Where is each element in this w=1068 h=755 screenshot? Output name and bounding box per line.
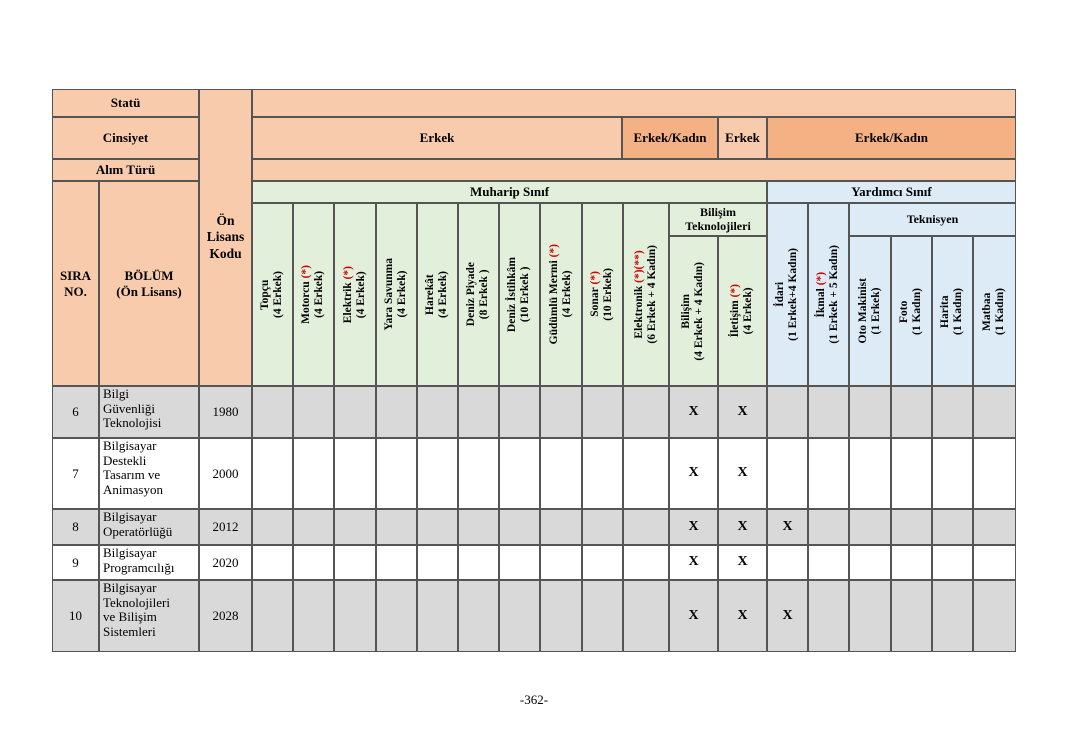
mark-cell: X	[669, 509, 718, 545]
column-header	[973, 236, 1016, 386]
mark-cell	[376, 509, 417, 545]
mark-cell	[623, 386, 669, 438]
mark-cell	[932, 545, 973, 580]
mark-cell	[376, 386, 417, 438]
column-name	[729, 284, 742, 337]
mark-cell: X	[669, 386, 718, 438]
column-header	[808, 203, 849, 386]
alim-turu-band	[252, 159, 1016, 181]
column-header	[252, 203, 293, 386]
column-footnote-mark: (*)	[729, 284, 742, 298]
column-header-text	[259, 271, 285, 318]
column-name-text: Harekât	[424, 274, 437, 315]
sira-no-header	[52, 181, 99, 386]
gender-erkek: Erkek	[252, 117, 622, 159]
mark-cell: X	[669, 580, 718, 652]
column-header-text	[857, 278, 883, 344]
gender-erkek-kadin: Erkek/Kadın	[622, 117, 718, 159]
column-name	[774, 248, 787, 341]
bolum-line: Animasyon	[103, 481, 163, 497]
bolum-text: BÖLÜM	[124, 267, 174, 283]
column-quota: (4 Erkek)	[561, 271, 573, 318]
mark-cell	[623, 580, 669, 652]
bolum-cell	[99, 438, 199, 509]
kodu-text: Kodu	[209, 245, 242, 261]
mark-cell	[458, 509, 499, 545]
column-name	[300, 265, 313, 324]
column-footnote-mark: (*)	[547, 244, 560, 258]
mark-cell	[252, 386, 293, 438]
mark-cell	[417, 438, 458, 509]
mark-cell	[623, 438, 669, 509]
mark-cell	[808, 438, 849, 509]
bolum-line: Tasarım ve	[103, 467, 161, 483]
mark-cell	[499, 438, 540, 509]
mark-cell	[334, 509, 376, 545]
kod-cell: 2020	[199, 545, 252, 580]
mark-cell	[458, 386, 499, 438]
column-header	[334, 203, 376, 386]
gender-erkek-kadin-2: Erkek/Kadın	[767, 117, 1016, 159]
column-header-text	[589, 268, 615, 321]
mark-cell: X	[669, 545, 718, 580]
column-header	[932, 236, 973, 386]
column-name	[465, 262, 478, 326]
mark-cell: X	[767, 509, 808, 545]
column-header-text	[898, 288, 924, 335]
column-header-text	[465, 262, 491, 326]
bolum-cell	[99, 545, 199, 580]
mark-cell	[932, 438, 973, 509]
column-header	[417, 203, 458, 386]
mark-cell	[849, 580, 891, 652]
column-name	[506, 257, 519, 332]
mark-cell	[499, 580, 540, 652]
sira-no-cell: 6	[52, 386, 99, 438]
bolum-line: Bilgisayar	[103, 580, 157, 595]
column-header	[718, 236, 767, 386]
column-header-text	[342, 266, 368, 323]
mark-cell	[932, 386, 973, 438]
bilisim-group-text: Bilişim	[699, 205, 736, 220]
column-name	[342, 266, 355, 323]
bolum-line: Teknolojisi	[103, 415, 162, 431]
column-header-text	[548, 244, 574, 344]
mark-cell	[458, 438, 499, 509]
column-name-text: Güdümlü Mermi	[547, 260, 560, 345]
column-quota: (1 Kadın)	[952, 287, 965, 335]
column-quota: (4 Erkek)	[742, 287, 755, 335]
mark-cell	[417, 386, 458, 438]
mark-cell	[540, 438, 582, 509]
mark-cell	[458, 580, 499, 652]
bolum-cell	[99, 580, 199, 652]
mark-cell: X	[669, 438, 718, 509]
mark-cell	[376, 580, 417, 652]
column-header	[376, 203, 417, 386]
mark-cell	[417, 509, 458, 545]
mark-cell	[582, 438, 623, 509]
mark-cell: X	[718, 545, 767, 580]
column-quota: (10 Erkek)	[602, 268, 615, 321]
column-name	[548, 244, 561, 344]
mark-cell	[891, 580, 932, 652]
column-quota: (8 Erkek )	[478, 269, 491, 320]
column-header-text	[981, 288, 1007, 335]
column-quota: (1 Erkek)	[870, 287, 882, 335]
column-quota: (1 Erkek + 5 Kadın)	[828, 245, 841, 344]
mark-cell	[499, 386, 540, 438]
column-name-text: Foto	[898, 299, 911, 323]
mark-cell	[767, 386, 808, 438]
column-name-text: İdari	[774, 282, 787, 307]
column-name-text: İkmal	[815, 287, 828, 318]
column-name	[383, 258, 396, 331]
mark-cell	[293, 386, 334, 438]
column-header-text	[729, 284, 755, 337]
column-quota: (4 Erkek)	[272, 271, 285, 318]
mark-cell	[932, 580, 973, 652]
bolum-header	[99, 181, 199, 386]
column-header	[293, 203, 334, 386]
column-quota: (1 Kadın)	[994, 287, 1007, 335]
column-name-text: Elektronik	[632, 285, 645, 339]
mark-cell	[499, 509, 540, 545]
mark-cell	[849, 438, 891, 509]
mark-cell	[540, 545, 582, 580]
mark-cell	[417, 545, 458, 580]
mark-cell	[334, 580, 376, 652]
mark-cell: X	[718, 580, 767, 652]
kod-cell: 2028	[199, 580, 252, 652]
mark-cell	[891, 438, 932, 509]
kod-cell: 1980	[199, 386, 252, 438]
column-name	[633, 245, 646, 344]
mark-cell: X	[718, 438, 767, 509]
page-number: -362-	[519, 692, 549, 707]
column-quota: (4 Erkek)	[313, 271, 326, 318]
column-name	[259, 271, 272, 318]
bolum-line: Sistemleri	[103, 623, 156, 639]
column-name	[589, 268, 602, 321]
mark-cell	[808, 509, 849, 545]
mark-cell: X	[718, 386, 767, 438]
column-footnote-mark: (*)	[815, 271, 828, 286]
bolum-line: Programcılığı	[103, 559, 175, 575]
column-header	[623, 203, 669, 386]
mark-cell	[932, 509, 973, 545]
column-header-text	[424, 271, 450, 318]
column-header	[458, 203, 499, 386]
quota-table	[52, 89, 1016, 652]
column-footnote-mark: (*)	[341, 265, 354, 280]
bolum-line: Destekli	[103, 452, 147, 468]
column-name-text: Matbaa	[981, 291, 994, 331]
column-name-text: İletişim	[729, 300, 742, 338]
column-quota: (4 Erkek)	[396, 271, 409, 318]
on-text: Ön	[216, 213, 235, 229]
mark-cell	[334, 386, 376, 438]
column-quota: (4 Erkek + 4 Kadın)	[693, 261, 706, 361]
column-quota: (4 Erkek)	[355, 271, 367, 318]
lisans-text: Lisans	[206, 229, 245, 245]
column-header	[499, 203, 540, 386]
mark-cell	[417, 580, 458, 652]
column-header	[767, 203, 808, 386]
statu-values-band	[252, 89, 1016, 117]
column-name-text: Elektrik	[341, 282, 354, 324]
column-header	[582, 203, 623, 386]
mark-cell	[252, 509, 293, 545]
on-lisans-kodu-header	[199, 89, 252, 386]
mark-cell	[540, 509, 582, 545]
mark-cell	[252, 545, 293, 580]
column-name	[981, 288, 994, 335]
mark-cell	[582, 386, 623, 438]
bolum-line: Teknolojileri	[103, 594, 170, 610]
sira-no-cell: 8	[52, 509, 99, 545]
column-header-text	[815, 245, 841, 344]
mark-cell	[499, 545, 540, 580]
column-footnote-mark: (*)(**)	[632, 250, 645, 283]
column-header	[669, 236, 718, 386]
column-quota: (1 Erkek+4 Kadın)	[787, 248, 800, 341]
mark-cell	[808, 545, 849, 580]
column-header	[540, 203, 582, 386]
bolum-line: Güvenliği	[103, 400, 155, 416]
column-footnote-mark: (*)	[300, 265, 313, 279]
cinsiyet-label: Cinsiyet	[52, 117, 199, 159]
mark-cell	[334, 438, 376, 509]
mark-cell	[293, 509, 334, 545]
column-quota: (1 Kadın)	[911, 287, 924, 335]
bolum-cell	[99, 386, 199, 438]
column-footnote-mark: (*)	[589, 271, 602, 286]
mark-cell	[767, 438, 808, 509]
mark-cell	[808, 386, 849, 438]
column-name	[898, 288, 911, 335]
mark-cell	[973, 509, 1016, 545]
sira-no-cell: 10	[52, 580, 99, 652]
column-header-text	[300, 265, 326, 324]
column-name-text: Topçu	[259, 279, 272, 310]
mark-cell	[808, 580, 849, 652]
kod-cell: 2012	[199, 509, 252, 545]
mark-cell	[376, 545, 417, 580]
column-name	[857, 278, 870, 344]
sira-no-cell: 7	[52, 438, 99, 509]
mark-cell	[973, 438, 1016, 509]
bolum-line: Bilgisayar	[103, 509, 157, 524]
muharip-sinif: Muharip Sınıf	[252, 181, 767, 203]
column-name-text: Motorcu	[300, 281, 313, 324]
mark-cell	[767, 545, 808, 580]
column-header-text	[939, 288, 965, 335]
gender-erkek-2: Erkek	[718, 117, 767, 159]
bolum-cell	[99, 509, 199, 545]
mark-cell	[973, 545, 1016, 580]
mark-cell	[540, 580, 582, 652]
mark-cell	[293, 545, 334, 580]
column-header	[849, 236, 891, 386]
column-name	[680, 262, 693, 361]
teknolojileri-group-text: Teknolojileri	[685, 218, 751, 233]
mark-cell	[891, 509, 932, 545]
mark-cell	[458, 545, 499, 580]
on-lisans-text: (Ön Lisans)	[116, 283, 182, 299]
mark-cell	[623, 509, 669, 545]
mark-cell	[849, 509, 891, 545]
sira-text: SIRA	[59, 267, 92, 283]
bolum-line: Bilgi	[103, 386, 130, 401]
column-name-text: Harita	[939, 294, 952, 328]
sira-no-cell: 9	[52, 545, 99, 580]
mark-cell	[973, 580, 1016, 652]
kod-cell: 2000	[199, 438, 252, 509]
mark-cell	[891, 545, 932, 580]
mark-cell	[293, 580, 334, 652]
mark-cell	[973, 386, 1016, 438]
yardimci-sinif: Yardımcı Sınıf	[767, 181, 1016, 203]
mark-cell	[540, 386, 582, 438]
mark-cell	[623, 545, 669, 580]
mark-cell	[293, 438, 334, 509]
mark-cell	[334, 545, 376, 580]
column-header-text	[774, 248, 800, 341]
mark-cell: X	[767, 580, 808, 652]
alim-turu-label: Alım Türü	[52, 159, 199, 181]
mark-cell	[891, 386, 932, 438]
column-header-text	[383, 258, 409, 331]
column-name	[815, 245, 828, 344]
column-name-text: Sonar	[589, 287, 602, 318]
mark-cell	[849, 545, 891, 580]
column-quota: (4 Erkek)	[437, 271, 450, 318]
column-quota: (10 Erkek )	[519, 266, 532, 323]
column-name-text: Oto Makinist	[856, 278, 869, 344]
teknisyen-group: Teknisyen	[849, 203, 1016, 236]
mark-cell	[252, 580, 293, 652]
mark-cell: X	[718, 509, 767, 545]
column-name-text: Yara Savunma	[383, 258, 396, 331]
mark-cell	[849, 386, 891, 438]
column-quota: (6 Erkek + 4 Kadın)	[646, 245, 658, 344]
column-name-text: Deniz Piyade	[465, 262, 478, 327]
mark-cell	[582, 580, 623, 652]
column-name-text: Deniz İstihkâm	[506, 256, 519, 333]
bilisim-teknolojileri-group	[669, 203, 767, 236]
statu-label: Statü	[52, 89, 199, 117]
mark-cell	[376, 438, 417, 509]
column-header-text	[633, 245, 659, 344]
column-name	[424, 271, 437, 318]
bolum-line: Bilgisayar	[103, 438, 157, 453]
column-name	[939, 288, 952, 335]
bolum-line: Bilgisayar	[103, 545, 157, 560]
mark-cell	[582, 545, 623, 580]
bolum-line: Operatörlüğü	[103, 523, 173, 539]
column-header-text	[506, 257, 532, 332]
mark-cell	[582, 509, 623, 545]
mark-cell	[252, 438, 293, 509]
column-name-text: Bilişim	[680, 293, 693, 329]
bolum-line: ve Bilişim	[103, 609, 157, 625]
column-header-text	[680, 262, 706, 361]
column-header	[891, 236, 932, 386]
no-text: NO.	[64, 283, 87, 299]
